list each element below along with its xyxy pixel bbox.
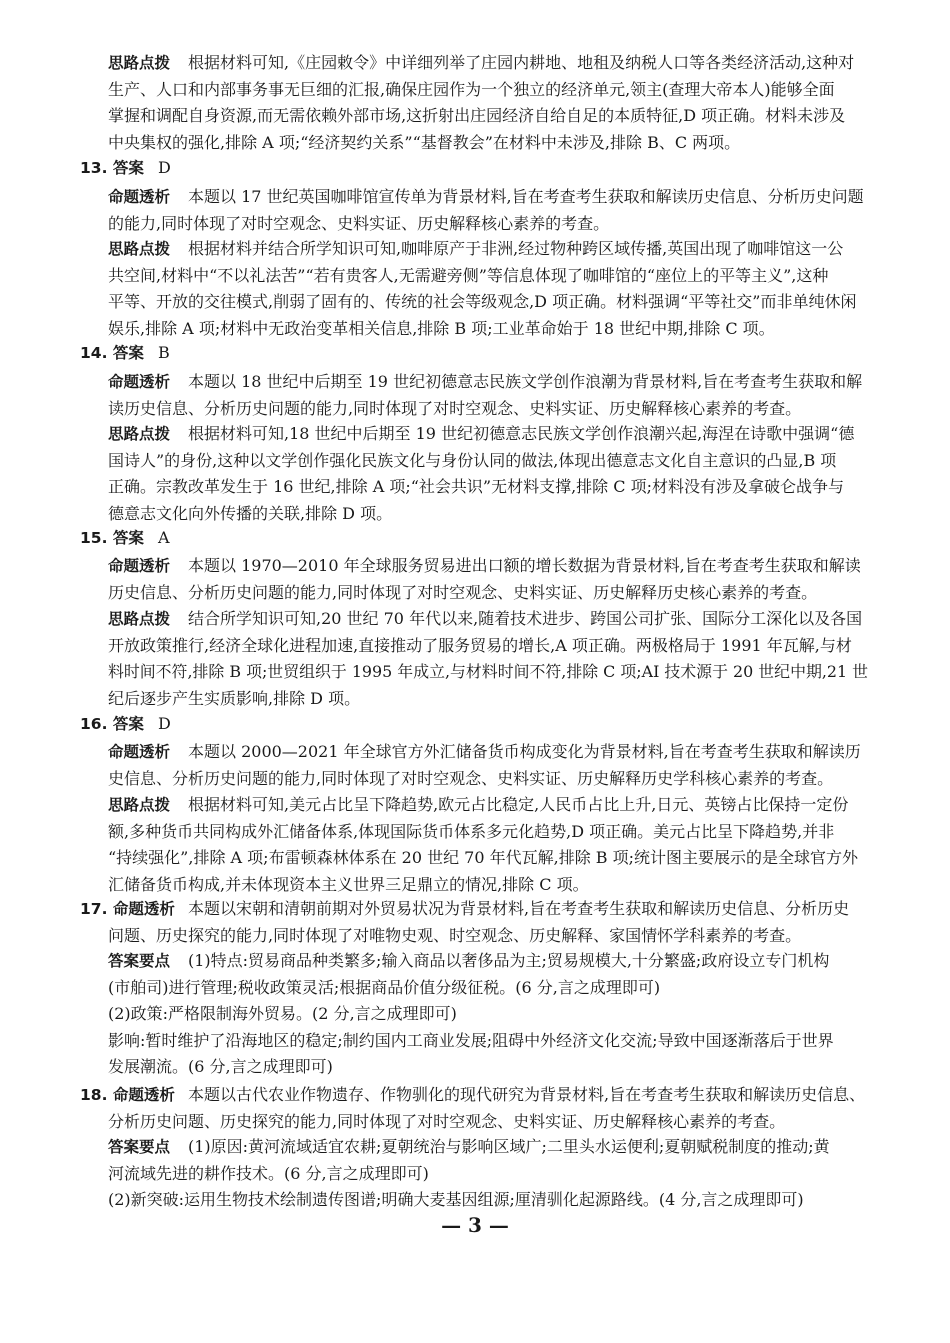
section-label: 命题透析 [108, 743, 171, 761]
text-line: 正确。宗教改革发生于 16 世纪,排除 A 项;“社会共识”无材料支撑,排除 C 项;材料没有涉及拿破仑战争与 [108, 477, 844, 496]
text-line: D [158, 714, 171, 733]
text-line: A [158, 528, 170, 547]
text-line: 德意志文化向外传播的关联,排除 D 项。 [108, 503, 393, 523]
text-line: 中央集权的强化,排除 A 项;“经济契约关系”“基督教会”在材料中未涉及,排除 B、C 两项。 [108, 132, 741, 152]
text-line: 影响:暂时维护了沿海地区的稳定;制约国内工商业发展;阻碍中外经济文化交流;导致中国逐渐落后于世界 [108, 1030, 834, 1050]
text-line: (市舶司)进行管理;税收政策灵活;根据商品价值分级征税。(6 分,言之成理即可) [108, 977, 661, 997]
text-line: 掌握和调配自身资源,而无需依赖外部市场,这折射出庄园经济自给自足的本质特征,D 项正确。材料未涉及 [108, 106, 846, 125]
text-line: 本题以宋朝和清朝前期对外贸易状况为背景材料,旨在考查考生获取和解读历史信息、分析历史 [188, 899, 850, 918]
section-label: 14. 答案 [80, 344, 144, 362]
text-line: “持续强化”,排除 A 项;布雷顿森林体系在 20 世纪 70 年代瓦解,排除 B 项;统计图主要展示的是全球官方外 [108, 848, 859, 867]
text-line: 共空间,材料中“不以礼法苦”“若有贵客人,无需避旁侧”等信息体现了咖啡馆的“座位上的平等主义”,这种 [108, 265, 829, 285]
text-line: 河流域先进的耕作技术。(6 分,言之成理即可) [108, 1163, 429, 1183]
section-label: 思路点拨 [108, 610, 171, 628]
text-line: 纪后逐步产生实质影响,排除 D 项。 [108, 688, 361, 708]
text-line: 史信息、分析历史问题的能力,同时体现了对时空观念、史料实证、历史解释历史学科核心素养的考查。 [108, 768, 834, 788]
text-line: 本题以古代农业作物遗存、作物驯化的现代研究为背景材料,旨在考查考生获取和解读历史信息、 [188, 1085, 866, 1104]
text-line: (2)政策:严格限制海外贸易。(2 分,言之成理即可) [108, 1004, 457, 1023]
text-line: 读历史信息、分析历史问题的能力,同时体现了对时空观念、史料实证、历史解释核心素养的考查。 [108, 398, 802, 418]
section-label: 答案要点 [108, 952, 171, 970]
section-label: 思路点拨 [108, 54, 171, 72]
text-line: 娱乐,排除 A 项;材料中无政治变革相关信息,排除 B 项;工业革命始于 18 世纪中期,排除 C 项。 [108, 318, 775, 338]
text-line: 根据材料可知,《庄园敕令》中详细列举了庄园内耕地、地租及纳税人口等各类经济活动,这种对 [188, 53, 855, 72]
text-line: 本题以 17 世纪英国咖啡馆宣传单为背景材料,旨在考查考生获取和解读历史信息、分析历史问题 [188, 187, 864, 206]
text-line: 本题以 1970—2010 年全球服务贸易进出口额的增长数据为背景材料,旨在考查考生获取和解读 [188, 556, 861, 575]
section-label: 13. 答案 [80, 159, 144, 177]
text-line: 本题以 2000—2021 年全球官方外汇储备货币构成变化为背景材料,旨在考查考生获取和解读历 [188, 742, 861, 761]
text-line: 分析历史问题、历史探究的能力,同时体现了对时空观念、史料实证、历史解释核心素养的考查。 [108, 1111, 786, 1131]
page-number: — 3 — [441, 1213, 509, 1237]
text-line: D [158, 158, 171, 177]
text-line: 本题以 18 世纪中后期至 19 世纪初德意志民族文学创作浪潮为背景材料,旨在考查考生获取和解 [188, 372, 863, 391]
text-line: 发展潮流。(6 分,言之成理即可) [108, 1057, 333, 1076]
text-line: 的能力,同时体现了对时空观念、史料实证、历史解释核心素养的考查。 [108, 213, 610, 233]
section-label: 思路点拨 [108, 425, 171, 443]
text-line: 历史信息、分析历史问题的能力,同时体现了对时空观念、史料实证、历史解释历史核心素养的考查。 [108, 582, 818, 602]
text-line: 问题、历史探究的能力,同时体现了对唯物史观、时空观念、历史解释、家国情怀学科素养的考查。 [108, 925, 802, 945]
section-label: 15. 答案 [80, 529, 144, 547]
text-line: 根据材料可知,18 世纪中后期至 19 世纪初德意志民族文学创作浪潮兴起,海涅在诗歌中强调“德 [188, 424, 855, 443]
text-line: 根据材料可知,美元占比呈下降趋势,欧元占比稳定,人民币占比上升,日元、英镑占比保持一定份 [188, 795, 849, 814]
section-label: 命题透析 [108, 373, 171, 391]
text-line: (2)新突破:运用生物技术绘制遗传图谱;明确大麦基因组源;厘清驯化起源路线。(4 分,言之成理即可) [108, 1190, 804, 1209]
section-label: 18. 命题透析 [80, 1086, 175, 1104]
text-line: 额,多种货币共同构成外汇储备体系,体现国际货币体系多元化趋势,D 项正确。美元占比呈下降趋势,并非 [108, 821, 835, 841]
section-label: 命题透析 [108, 188, 171, 206]
text-line: 结合所学知识可知,20 世纪 70 年代以来,随着技术进步、跨国公司扩张、国际分工深化以及各国 [188, 609, 863, 628]
section-label: 命题透析 [108, 557, 171, 575]
section-label: 16. 答案 [80, 715, 144, 733]
text-line: B [158, 343, 170, 362]
text-line: 开放政策推行,经济全球化进程加速,直接推动了服务贸易的增长,A 项正确。两极格局于 1991 年瓦解,与材 [108, 635, 852, 655]
text-line: 国诗人”的身份,这种以文学创作强化民族文化与身份认同的做法,体现出德意志文化自主意识的凸显,B 项 [108, 450, 837, 470]
section-label: 答案要点 [108, 1138, 171, 1156]
text-line: (1)原因:黄河流域适宜农耕;夏朝统治与影响区域广;二里头水运便利;夏朝赋税制度的推动;黄 [188, 1137, 830, 1156]
text-line: 料时间不符,排除 B 项;世贸组织于 1995 年成立,与材料时间不符,排除 C 项;AI 技术源于 20 世纪中期,21 世 [108, 662, 869, 681]
text-line: 平等、开放的交往模式,削弱了固有的、传统的社会等级观念,D 项正确。材料强调“平等社交”而非单纯休闲 [108, 292, 857, 311]
text-line: 汇储备货币构成,并未体现资本主义世界三足鼎立的情况,排除 C 项。 [108, 874, 589, 894]
text-line: (1)特点:贸易商品种类繁多;输入商品以奢侈品为主;贸易规模大,十分繁盛;政府设立专门机构 [188, 951, 830, 970]
text-line: 生产、人口和内部事务事无巨细的汇报,确保庄园作为一个独立的经济单元,领主(查理大帝本人)能够全面 [108, 79, 835, 99]
section-label: 思路点拨 [108, 240, 171, 258]
section-label: 思路点拨 [108, 796, 171, 814]
text-line: 根据材料并结合所学知识可知,咖啡原产于非洲,经过物种跨区域传播,英国出现了咖啡馆这一公 [188, 239, 844, 258]
section-label: 17. 命题透析 [80, 900, 175, 918]
